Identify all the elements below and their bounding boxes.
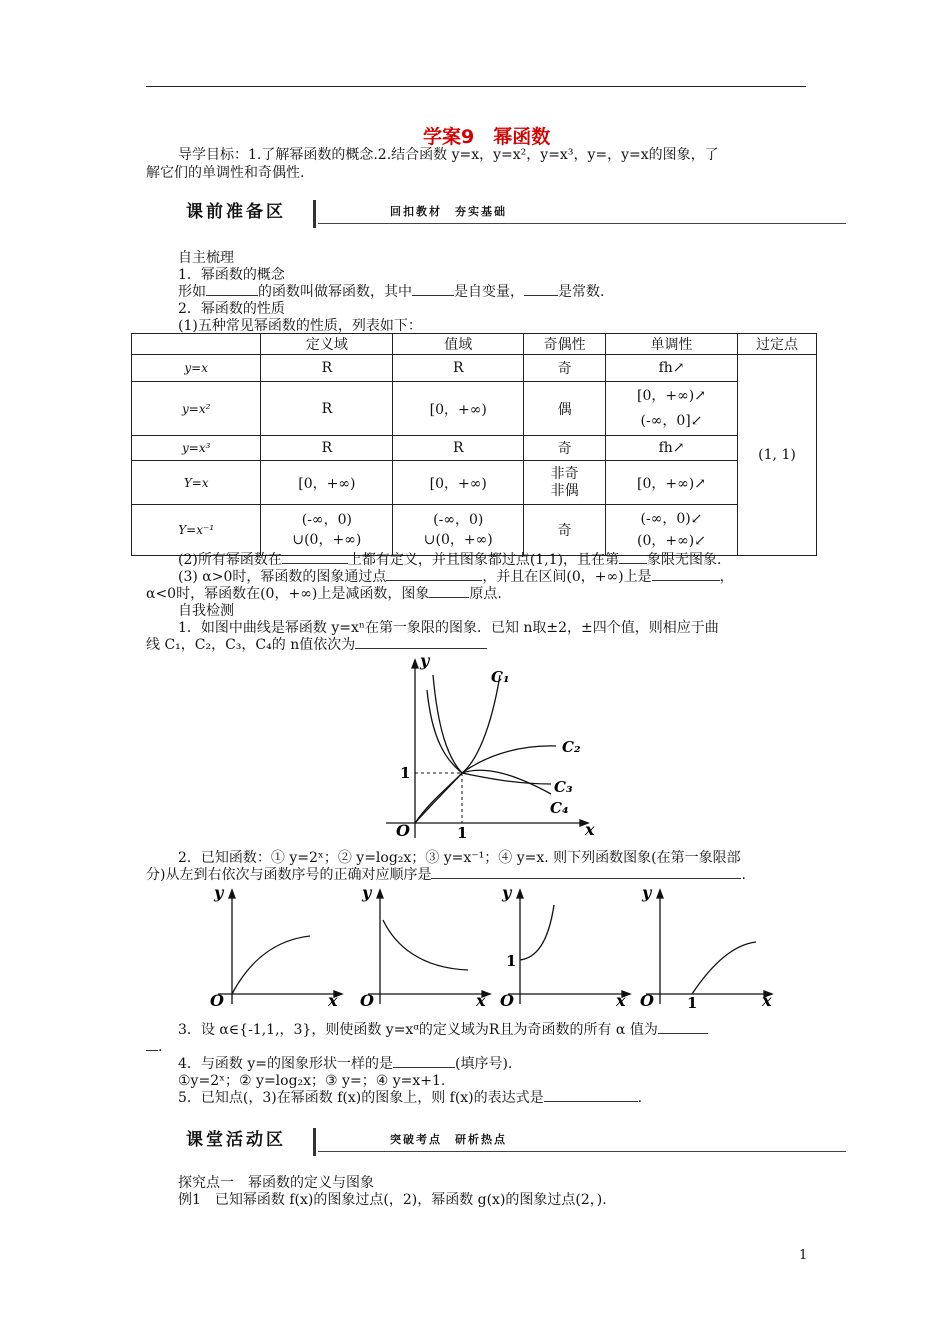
note-3b: α<0时，幂函数在(0，+∞)上是减函数，图象 原点. <box>146 586 502 602</box>
header-domain: 定义域 <box>261 334 393 355</box>
property-heading: 2．幂函数的性质 <box>178 301 285 317</box>
property-intro: (1)五种常见幂函数的性质，列表如下： <box>178 318 422 334</box>
graph-a <box>200 880 350 1010</box>
tick-y-1: 1 <box>506 952 517 970</box>
question-1-line-1: 1．如图中曲线是幂函数 y=xⁿ在第一象限的图象．已知 n取±2，±四个值，则相应于曲 <box>178 620 719 636</box>
section-label: 课堂活动区 <box>186 1130 286 1150</box>
study-heading: 自主梳理 <box>178 250 234 266</box>
section-bar-class <box>178 1128 846 1152</box>
power-function-graph <box>376 650 606 845</box>
explore-heading: 探究点一 幂函数的定义与图象 <box>178 1175 374 1191</box>
axis-y-label: y <box>362 883 372 902</box>
axis-x-label: x <box>762 991 772 1010</box>
note-2: (2)所有幂函数在 上都有定义，并且图象都过点(1,1)，且在第 象限无图象. <box>178 552 722 568</box>
tick-y-1: 1 <box>400 764 411 782</box>
graph-d <box>630 880 780 1010</box>
axis-x-label: x <box>328 991 338 1010</box>
section-bar-prep <box>178 200 846 224</box>
goal-line-1: 导学目标：1.了解幂函数的概念.2.结合函数 y=x，y=x²，y=x³，y=，y=x的图象，了 <box>178 147 719 163</box>
concept-text: 形如 的函数叫做幂函数，其中 是自变量， 是常数. <box>178 284 605 300</box>
question-3-line-1: 3．设 α∈{-1,1,，3}，则使函数 y=xᵅ的定义域为R且为奇函数的所有 α 值为 <box>178 1022 708 1039</box>
origin-label: O <box>640 991 654 1010</box>
question-3-line-2: . <box>146 1039 162 1056</box>
axis-y-label: y <box>420 651 430 670</box>
note-3: (3) α>0时，幂函数的图象通过点 ，并且在区间(0，+∞)上是 ， <box>178 569 734 585</box>
section-label: 课前准备区 <box>186 202 286 222</box>
example-1: 例1 已知幂函数 f(x)的图象过点(，2)，幂函数 g(x)的图象过点(2，). <box>178 1192 607 1208</box>
axis-x-label: x <box>585 820 595 839</box>
tick-x-1: 1 <box>687 994 698 1010</box>
curve-label-c1: C₁ <box>491 668 510 686</box>
question-1-line-2: 线 C₁，C₂，C₃，C₄的 n值依次为 <box>146 637 487 654</box>
section-subtitle: 突破考点 研析热点 <box>390 1133 507 1146</box>
selfcheck-heading: 自我检测 <box>178 603 234 619</box>
axis-y-label: y <box>214 883 224 902</box>
curve-label-c3: C₃ <box>554 778 573 796</box>
question-2-line-1: 2．已知函数：① y=2ˣ；② y=log₂x；③ y=x⁻¹；④ y=x. 则下列函数图象(在第一象限部 <box>178 850 741 866</box>
curve-label-c2: C₂ <box>562 738 581 756</box>
origin-label: O <box>360 991 374 1010</box>
header-parity: 奇偶性 <box>524 334 606 355</box>
table-row: y=x² R [0，+∞) 偶 [0，+∞)↗ (-∞，0]↙ <box>132 382 817 436</box>
goal-line-2: 解它们的单调性和奇偶性. <box>146 165 305 181</box>
axis-y-label: y <box>642 883 652 902</box>
tick-x-1: 1 <box>457 824 468 842</box>
page-title: 学案9 幂函数 <box>423 126 551 148</box>
origin-label: O <box>210 991 224 1010</box>
origin-label: O <box>500 991 514 1010</box>
fixed-point-cell: (1, 1) <box>738 355 817 556</box>
graph-c <box>490 880 640 1010</box>
header-blank <box>132 334 261 355</box>
concept-heading: 1．幂函数的概念 <box>178 267 285 283</box>
page-number: 1 <box>799 1248 808 1263</box>
table-row: y=x R R 奇 fh↗ (1, 1) <box>132 355 817 382</box>
table-row: Y=x [0，+∞) [0，+∞) 非奇 非偶 [0，+∞)↗ <box>132 461 817 505</box>
axis-x-label: x <box>616 991 626 1010</box>
properties-table <box>131 333 817 556</box>
header-range: 值域 <box>393 334 524 355</box>
table-row: Y=x⁻¹ (-∞，0) ∪(0，+∞) (-∞，0) ∪(0，+∞) 奇 (-∞，0)↙ (0，+∞)↙ <box>132 505 817 556</box>
section-subtitle: 回扣教材 夯实基础 <box>390 205 507 218</box>
question-2-line-2: 分)从左到右依次与函数序号的正确对应顺序是 . <box>146 867 746 883</box>
question-5: 5．已知点(，3)在幂函数 f(x)的图象上，则 f(x)的表达式是 . <box>178 1090 643 1106</box>
curve-label-c4: C₄ <box>550 799 569 817</box>
header-fixed-point: 过定点 <box>738 334 817 355</box>
axis-x-label: x <box>476 991 486 1010</box>
question-4-options: ①y=2ˣ；② y=log₂x；③ y=；④ y=x+1. <box>178 1073 446 1089</box>
table-row: y=x³ R R 奇 fh↗ <box>132 436 817 461</box>
graph-b <box>350 880 500 1010</box>
question-4: 4．与函数 y=的图象形状一样的是 (填序号). <box>178 1056 513 1072</box>
header-monotonicity: 单调性 <box>606 334 738 355</box>
axis-y-label: y <box>502 883 512 902</box>
top-rule <box>146 86 806 87</box>
origin-label: O <box>396 821 410 840</box>
